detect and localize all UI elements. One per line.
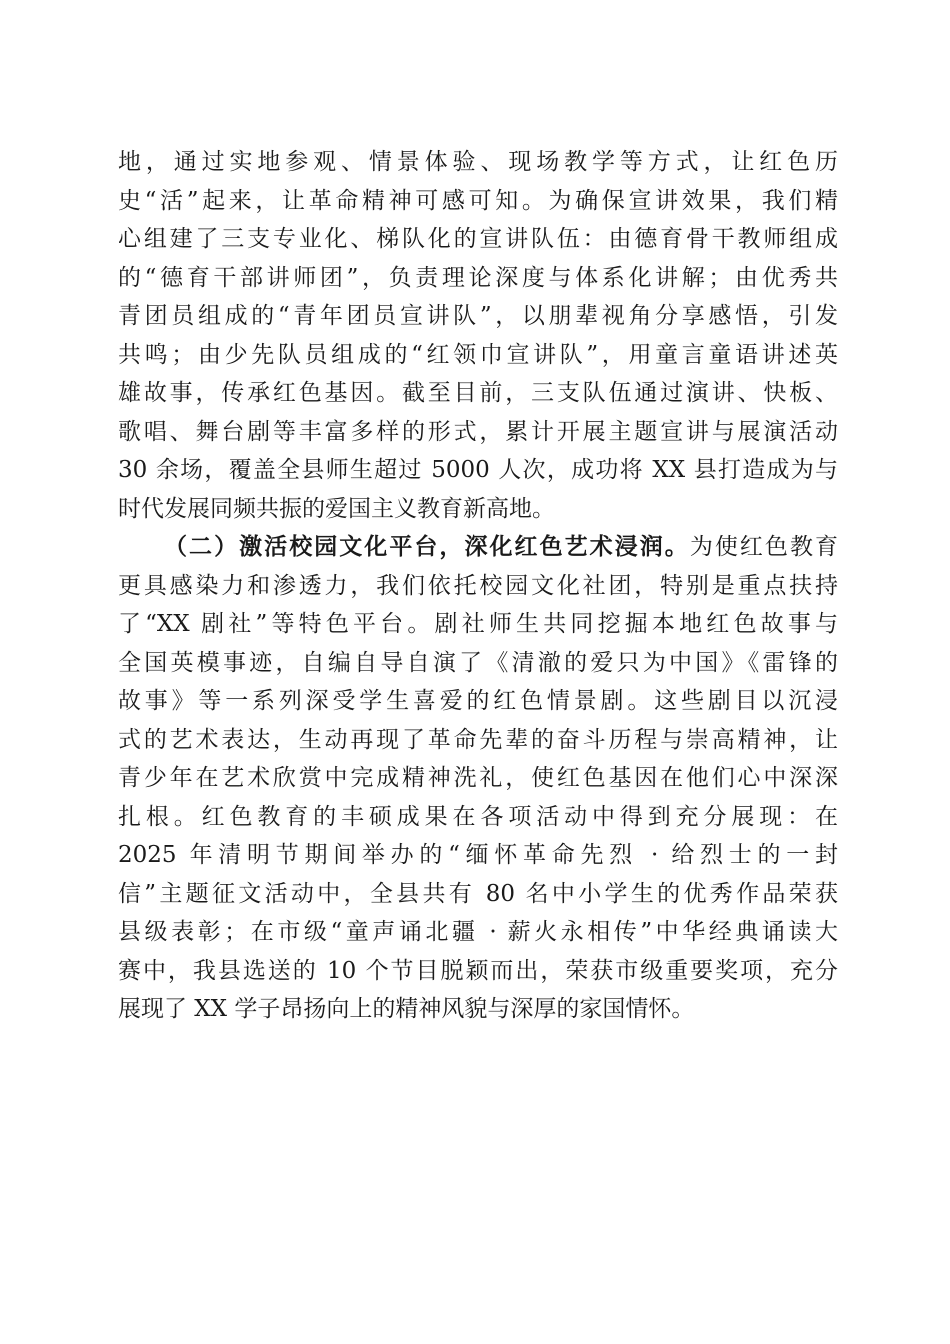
section-heading-line	[118, 528, 838, 567]
text-line: 30 余场，覆盖全县师生超过 5000 人次，成功将 XX 县打造成为与	[118, 457, 838, 483]
section-heading: （二）激活校园文化平台，深化红色艺术浸润。	[164, 533, 690, 560]
text-line: 共鸣；由少先队员组成的“红领巾宣讲队”，用童言童语讲述英	[118, 341, 838, 368]
text-line: 故事》等一系列深受学生喜爱的红色情景剧。这些剧目以沉浸	[118, 688, 838, 714]
paragraph-1	[118, 143, 838, 528]
text-line: 2025 年清明节期间举办的“缅怀革命先烈 · 给烈士的一封	[118, 842, 838, 868]
heading-line-rest: 为使红色教育	[689, 534, 838, 560]
text-line: 歌唱、舞台剧等丰富多样的形式，累计开展主题宣讲与展演活动	[118, 418, 838, 445]
text-line: 的“德育干部讲师团”，负责理论深度与体系化讲解；由优秀共	[118, 264, 838, 291]
text-line: 信”主题征文活动中，全县共有 80 名中小学生的优秀作品荣获	[118, 880, 838, 907]
text-line: 心组建了三支专业化、梯队化的宣讲队伍：由德育骨干教师组成	[118, 226, 838, 252]
text-line: 全国英模事迹，自编自导自演了《清澈的爱只为中国》《雷锋的	[118, 649, 838, 676]
text-line: 扎根。红色教育的丰硕成果在各项活动中得到充分展现：在	[118, 803, 838, 830]
text-line: 地，通过实地参观、情景体验、现场教学等方式，让红色历	[118, 149, 838, 175]
text-line: 县级表彰；在市级“童声诵北疆 · 薪火永相传”中华经典诵读大	[118, 919, 838, 945]
text-line: 雄故事，传承红色基因。截至目前，三支队伍通过演讲、快板、	[118, 380, 838, 406]
text-line: 展现了 XX 学子昂扬向上的精神风貌与深厚的家国情怀。	[118, 996, 695, 1022]
text-line: 赛中，我县选送的 10 个节目脱颖而出，荣获市级重要奖项，充分	[118, 957, 838, 984]
text-line: 更具感染力和渗透力，我们依托校园文化社团，特别是重点扶持	[118, 572, 838, 599]
text-line: 青少年在艺术欣赏中完成精神洗礼，使红色基因在他们心中深深	[118, 765, 838, 791]
document-body	[118, 143, 838, 1029]
text-line: 青团员组成的“青年团员宣讲队”，以朋辈视角分享感悟，引发	[118, 303, 838, 329]
text-line: 式的艺术表达，生动再现了革命先辈的奋斗历程与崇高精神，让	[118, 726, 838, 753]
text-line: 史“活”起来，让革命精神可感可知。为确保宣讲效果，我们精	[118, 187, 838, 214]
paragraph-2	[118, 528, 838, 1029]
text-line: 了“XX 剧社”等特色平台。剧社师生共同挖掘本地红色故事与	[118, 611, 838, 637]
text-line: 时代发展同频共振的爱国主义教育新高地。	[118, 495, 555, 522]
